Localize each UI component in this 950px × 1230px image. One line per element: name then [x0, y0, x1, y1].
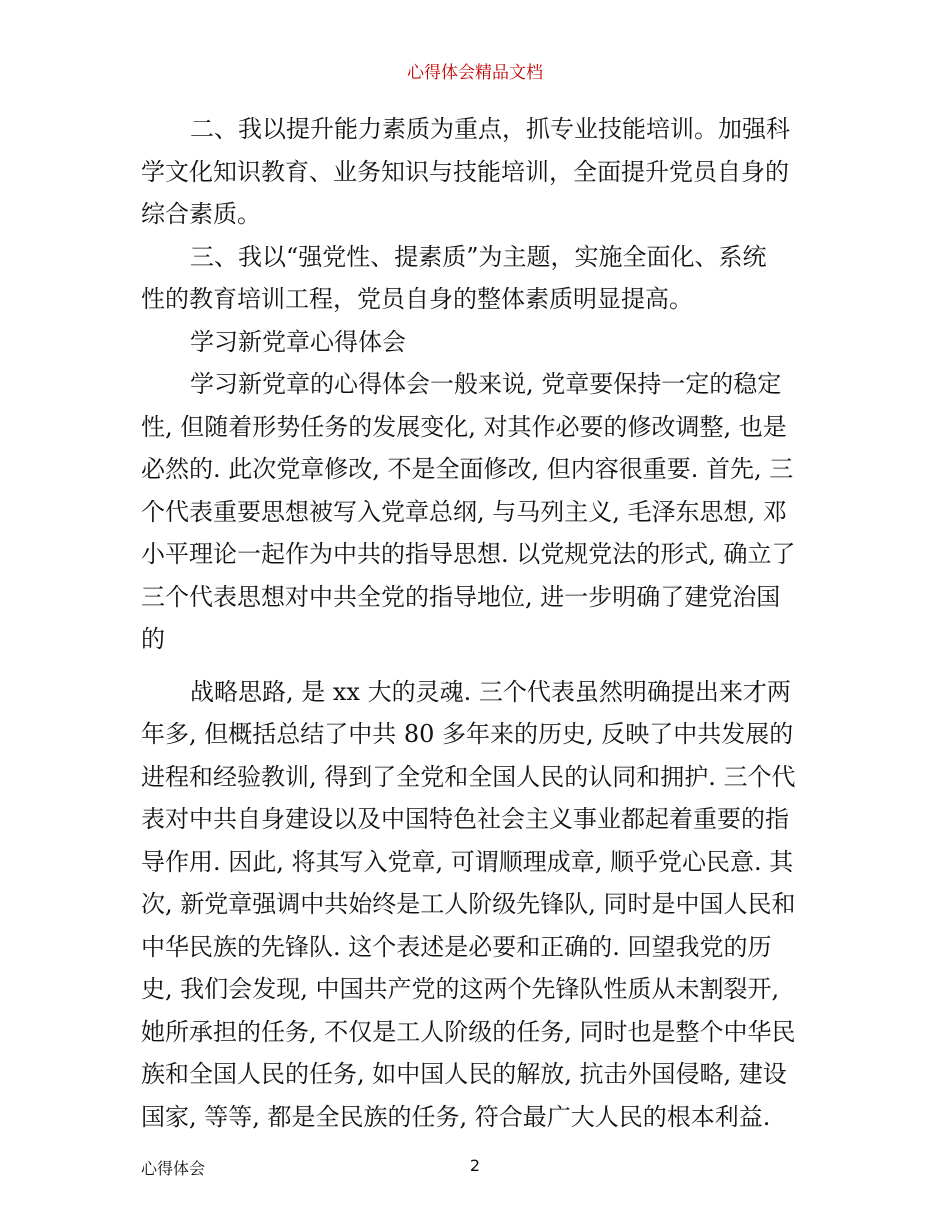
paragraph	[141, 108, 813, 236]
paragraph-gap	[141, 661, 813, 671]
text-line: 史, 我们会发现, 中国共产党的这两个先锋队性质从未割裂开,	[141, 975, 780, 1003]
page-number: 2	[469, 1156, 481, 1175]
text-line: 中华民族的先锋队. 这个表述是必要和正确的. 回望我党的历	[141, 932, 772, 961]
paragraph	[141, 363, 813, 661]
text-line: 三、我以“强党性、提素质”为主题，实施全面化、系统	[190, 242, 767, 271]
paragraph	[141, 671, 813, 1139]
text-line: 年多, 但概括总结了中共 80 多年来的历史, 反映了中共发展的	[141, 720, 794, 748]
text-line: 她所承担的任务, 不仅是工人阶级的任务, 同时也是整个中华民	[141, 1017, 796, 1046]
text-line: 二、我以提升能力素质为重点，抓专业技能培训。加强科	[190, 115, 790, 143]
text-line: 战略思路, 是 xx 大的灵魂. 三个代表虽然明确提出来才两	[190, 677, 791, 706]
text-line: 学习新党章心得体会	[190, 327, 406, 356]
text-line: 性, 但随着形势任务的发展变化, 对其作必要的修改调整, 也是	[141, 412, 787, 441]
text-line: 表对中共自身建设以及中国特色社会主义事业都起着重要的指	[141, 805, 789, 833]
text-line: 个代表重要思想被写入党章总纲, 与马列主义, 毛泽东思想, 邓	[141, 497, 787, 526]
text-line: 次, 新党章强调中共始终是工人阶级先锋队, 同时是中国人民和	[141, 890, 796, 918]
text-line: 性的教育培训工程，党员自身的整体素质明显提高。	[141, 285, 693, 313]
text-line: 必然的. 此次党章修改, 不是全面修改, 但内容很重要. 首先, 三	[141, 455, 794, 483]
text-line: 综合素质。	[141, 200, 261, 228]
text-line: 的	[141, 625, 165, 653]
text-line: 导作用. 因此, 将其写入党章, 可谓顺理成章, 顺乎党心民意. 其	[141, 847, 794, 876]
document-body	[141, 108, 813, 1138]
text-line: 国家, 等等, 都是全民族的任务, 符合最广大人民的根本利益.	[141, 1102, 771, 1131]
section-heading	[141, 321, 813, 364]
paragraph	[141, 236, 813, 321]
footer-label: 心得体会	[141, 1159, 206, 1178]
page-header-title: 心得体会精品文档	[407, 63, 543, 83]
text-line: 学习新党章的心得体会一般来说, 党章要保持一定的稳定	[190, 370, 782, 398]
text-line: 小平理论一起作为中共的指导思想. 以党规党法的形式, 确立了	[141, 540, 796, 568]
text-line: 学文化知识教育、业务知识与技能培训，全面提升党员自身的	[141, 157, 789, 186]
text-line: 族和全国人民的任务, 如中国人民的解放, 抗击外国侵略, 建设	[141, 1060, 787, 1088]
text-line: 三个代表思想对中共全党的指导地位, 进一步明确了建党治国	[141, 582, 781, 611]
text-line: 进程和经验教训, 得到了全党和全国人民的认同和拥护. 三个代	[141, 762, 796, 791]
